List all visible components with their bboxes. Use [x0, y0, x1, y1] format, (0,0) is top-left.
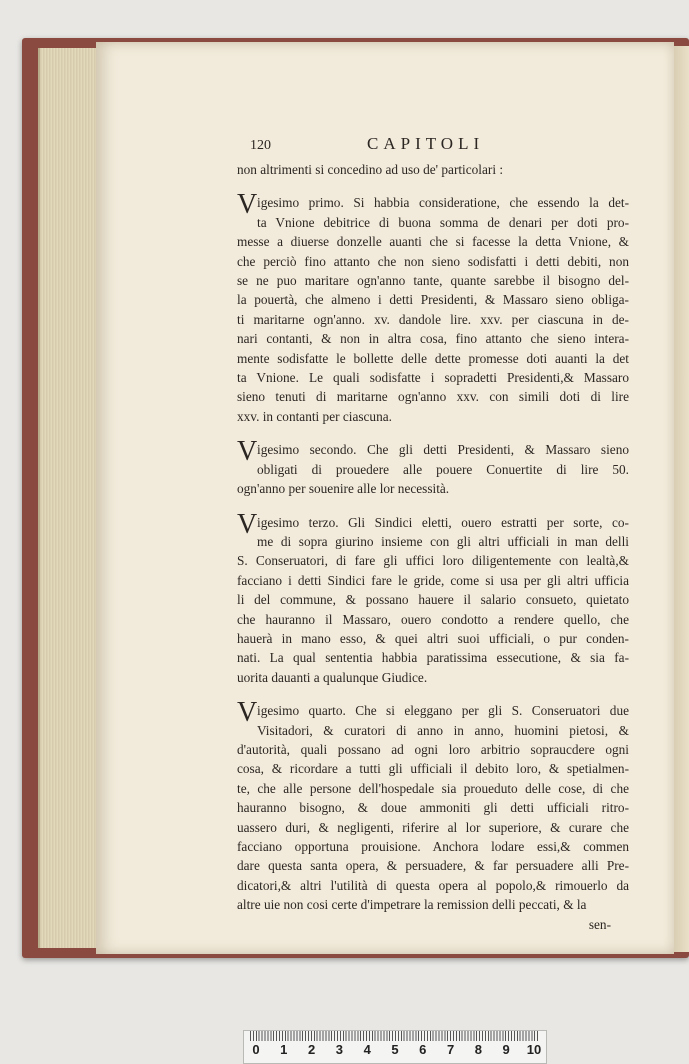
text-line	[237, 329, 629, 348]
line-text: dicatori,& altri l'utilità di questa opera al popolo,& rimouerlo da	[237, 877, 629, 893]
scale-ruler	[243, 1030, 547, 1064]
text-line	[237, 590, 629, 609]
line-text: hauerà in mano esso, & quei altri suoi ufficiali, o pur conden-	[237, 630, 629, 646]
paragraph	[237, 436, 629, 498]
text-line	[237, 460, 629, 479]
line-text: nari contanti, & non in altra cosa, fino attanto che sieno intera-	[237, 331, 629, 347]
text-line	[237, 895, 629, 914]
drop-cap: V	[237, 508, 258, 540]
ruler-label: 1	[280, 1042, 288, 1057]
line-text: dare questa santa opera, & persuadere, & far persuadere alli Pre-	[237, 858, 629, 874]
text-line	[237, 668, 629, 687]
text-line	[237, 856, 629, 875]
page-text-block	[237, 134, 629, 934]
text-line	[237, 479, 629, 498]
line-text: igesimo primo. Si habbia consideratione, che essendo la det-	[257, 195, 629, 211]
line-text: S. Conseruatori, di fare gli uffici loro diligentemente con lealtà,&	[237, 553, 629, 569]
catchword: sen-	[588, 916, 611, 932]
paragraphs	[237, 189, 629, 914]
text-line	[237, 436, 629, 468]
ruler-label: 3	[335, 1042, 343, 1057]
page-header	[237, 134, 629, 160]
text-line	[237, 818, 629, 837]
text-line	[237, 508, 629, 540]
line-text: obligati di prouedere alle pouere Conuertite di lire 50.	[257, 461, 629, 477]
text-line	[237, 252, 629, 271]
line-text: la pouertà, che almeno i detti Presidenti, & Massaro sieno obliga-	[237, 292, 629, 308]
text-line	[237, 310, 629, 329]
ruler-label: 0	[252, 1042, 260, 1057]
line-text: ta Vnione. Le quali sodisfatte i sopradetti Presidenti,& Massaro	[237, 370, 629, 386]
line-text: igesimo terzo. Gli Sindici eletti, ouero estratti per sorte, co-	[257, 514, 629, 530]
text-line	[237, 290, 629, 309]
line-text: li del commune, & possano hauere il salario consueto, quietato	[237, 592, 629, 608]
line-text: xxv. in contanti per ciascuna.	[237, 408, 392, 424]
line-text: se ne puo maritare ogn'anno tante, quante sarebbe il bisogno del-	[237, 273, 629, 289]
ruler-label: 4	[363, 1042, 371, 1057]
drop-cap: V	[237, 189, 258, 221]
page-number: 120	[250, 138, 271, 153]
line-text: nati. La qual sententia habbia paratissima essecutione, & sia fa-	[237, 650, 629, 666]
text-line	[237, 740, 629, 759]
line-text: igesimo quarto. Che si eleggano per gli S. Conseruatori due	[257, 703, 629, 719]
drop-cap: V	[237, 436, 258, 468]
opening-line: non altrimenti si concedino ad uso de' particolari :	[237, 162, 504, 177]
text-line	[237, 837, 629, 856]
text-line	[237, 759, 629, 778]
text-line	[237, 876, 629, 895]
running-title: CAPITOLI	[367, 134, 485, 153]
line-text: ti maritarne ogn'anno. xv. dandole lire. xxv. per ciascuna in de-	[237, 311, 629, 327]
line-text: ogn'anno per souenire alle lor necessità.	[237, 481, 450, 497]
line-text: d'autorità, quali possano ad ogni loro arbitrio sopraucdere ogni	[237, 741, 629, 757]
ruler-label: 6	[419, 1042, 427, 1057]
text-line	[237, 271, 629, 290]
line-text: che hauranno il Massaro, ouero condotto a rendere quello, che	[237, 611, 629, 627]
line-text: facciano i detti Sindici fare le gride, come si usa per gli altri ufficia	[237, 572, 629, 588]
ruler-label: 5	[391, 1042, 399, 1057]
ruler-label: 8	[474, 1042, 482, 1057]
paragraph	[237, 697, 629, 914]
line-text: mente sodisfatte le bollette delle dette promesse doti auanti la det	[237, 350, 629, 366]
text-line	[237, 532, 629, 551]
line-text: Visitadori, & curatori di anno in anno, huomini pietosi, &	[257, 722, 629, 738]
line-text: te, che alle persone dell'hospedale sia proueduto delle cose, di che	[237, 780, 629, 796]
text-line	[237, 697, 629, 729]
text-line	[237, 189, 629, 221]
text-line	[237, 407, 629, 426]
ruler-label: 7	[446, 1042, 455, 1057]
line-text: cosa, & ricordare a tutti gli ufficiali il debito loro, & spetialmen-	[237, 761, 629, 777]
ruler-label: 2	[307, 1042, 316, 1057]
text-line	[237, 629, 629, 648]
line-text: sieno tenuti di maritarne ogn'anno xxv. con simili doti di lire	[237, 389, 629, 405]
line-text: ta Vnione debitrice di buona somma de denari per doti pro-	[257, 214, 629, 230]
text-line	[237, 571, 629, 590]
text-line	[237, 648, 629, 667]
text-line	[237, 798, 629, 817]
line-text: altre uie non cosi certe d'impetrare la remission delli peccati, & la	[237, 897, 587, 913]
text-line	[237, 232, 629, 251]
text-line	[237, 551, 629, 570]
line-text: uassero duri, & negligenti, riferire al lor superiore, & curare che	[237, 819, 629, 835]
line-text: hauranno bisogno, & doue ammoniti gli detti ufficiali ritro-	[237, 800, 629, 816]
text-line	[237, 387, 629, 406]
ruler-numbers	[244, 1042, 546, 1062]
text-line	[237, 213, 629, 232]
text-line	[237, 779, 629, 798]
drop-cap: V	[237, 697, 258, 729]
line-text: facciano opportuna prouisione. Anchora lodare essi,& commen	[237, 839, 629, 854]
paragraph	[237, 189, 629, 426]
text-line	[237, 349, 629, 368]
line-text: me di sopra giurino insieme con gli altri ufficiali in man delli	[257, 533, 629, 549]
line-text: igesimo secondo. Che gli detti Presidenti, & Massaro sieno	[257, 442, 629, 458]
text-line	[237, 721, 629, 740]
line-text: uorita dauanti a qualunque Giudice.	[237, 669, 428, 685]
text-line	[237, 368, 629, 387]
page-edges	[38, 48, 102, 948]
paragraph	[237, 508, 629, 688]
ruler-label: 10	[526, 1042, 542, 1057]
facing-page-edge	[674, 46, 689, 952]
ruler-label: 9	[502, 1042, 510, 1057]
text-line	[237, 610, 629, 629]
line-text: che perciò fino attanto che non sieno sodisfatti i detti debiti, non	[237, 253, 629, 269]
ruler-ticks	[250, 1031, 540, 1041]
line-text: messe a diuerse donzelle auanti che si facesse la detta Vnione, &	[237, 234, 629, 250]
